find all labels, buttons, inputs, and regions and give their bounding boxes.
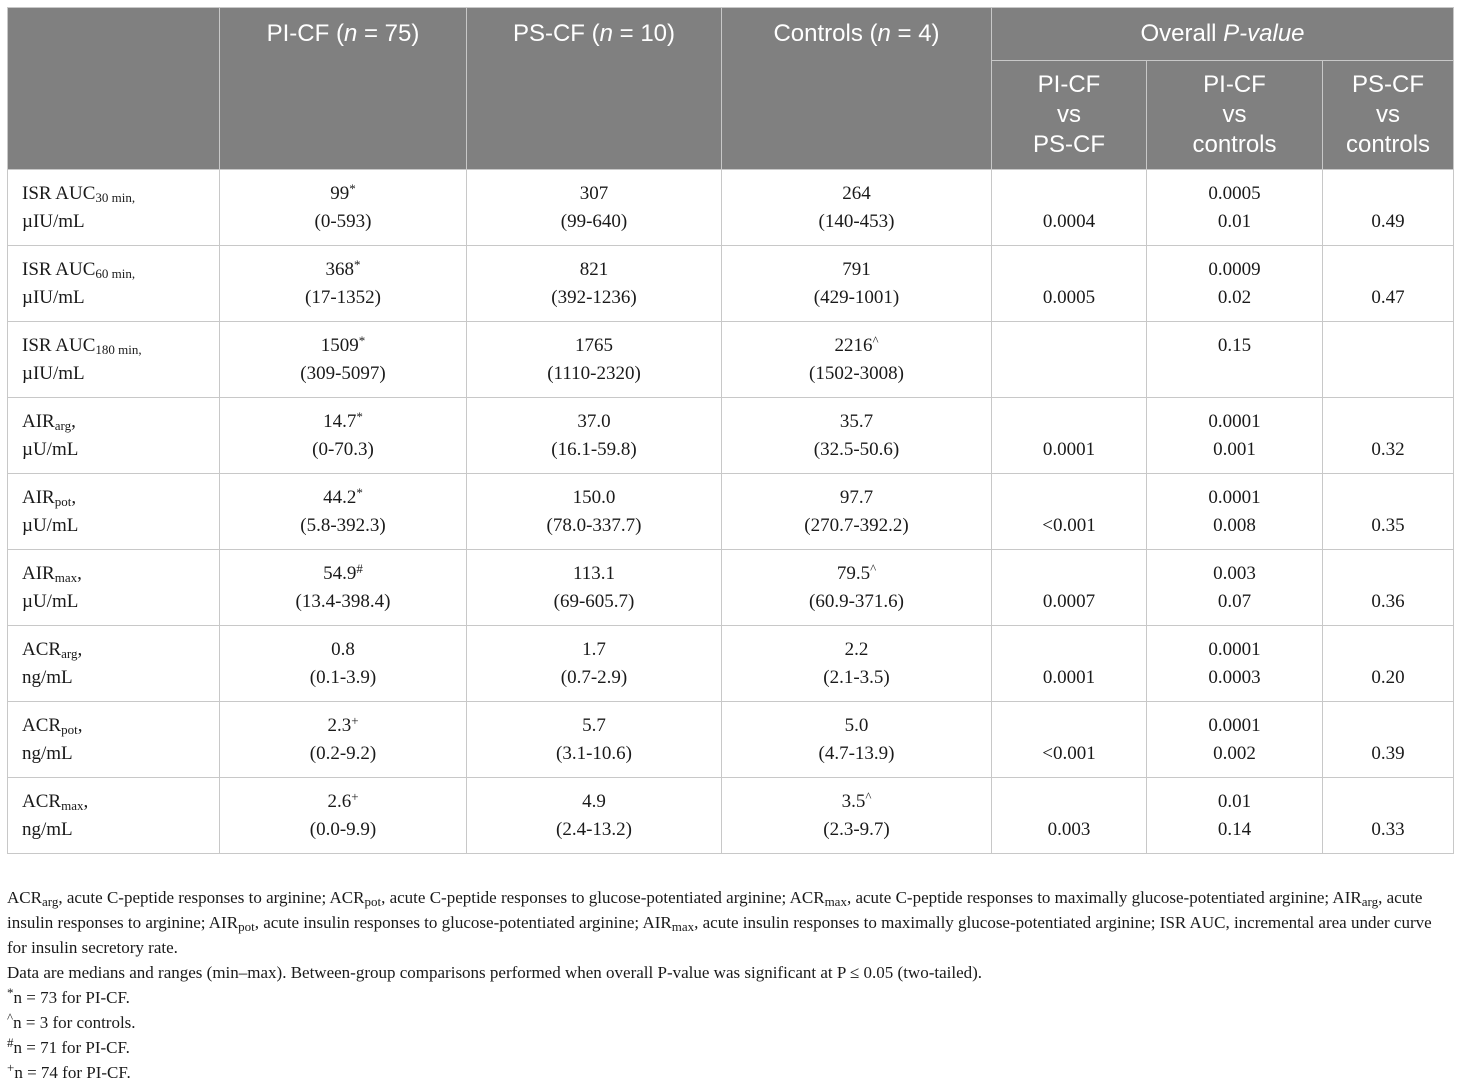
median-number: 99 [330, 182, 350, 204]
median-value [467, 560, 721, 588]
median-value [722, 180, 991, 208]
ps-cf-value-cell [467, 322, 722, 398]
measure-unit: µIU/mL [22, 362, 85, 384]
header-overall-p-value: Overall P-value [992, 8, 1454, 61]
pi-cf-value-cell [220, 246, 467, 322]
measure-name [22, 712, 219, 740]
median-value [722, 788, 991, 816]
median-number: 0.8 [331, 638, 355, 660]
p-value: 0.001 [1213, 438, 1256, 460]
median-number: 307 [579, 182, 609, 204]
measure-subscript: pot [54, 493, 72, 509]
measure-label [8, 702, 220, 778]
median-number: 113.1 [572, 562, 616, 584]
p-value-pi-cf-vs-controls [1147, 322, 1323, 398]
measure-name [22, 180, 219, 208]
p-value: 0.0004 [1042, 210, 1096, 232]
p-value: 0.0009 [1208, 258, 1261, 280]
p-value-pi-cf-vs-ps-cf [992, 550, 1147, 626]
measure-name [22, 408, 219, 436]
header-controls: Controls (n = 4) [722, 8, 992, 170]
measure-base: AIR [22, 562, 55, 584]
footnote-marker: * [356, 484, 363, 500]
p-value [1147, 360, 1322, 388]
median-number: 54.9 [323, 562, 357, 584]
header-pi-cf-vs-ps-cf [992, 61, 1147, 170]
range-value: (3.1-10.6) [556, 742, 632, 764]
median-number: 2216 [834, 334, 873, 356]
footnote-list [7, 985, 1453, 1085]
p-value: 0.002 [1213, 742, 1256, 764]
range-value: (16.1-59.8) [551, 438, 637, 460]
measure-base: ISR AUC [22, 258, 96, 280]
measure-base: ACR [22, 638, 62, 660]
median-number: 35.7 [839, 410, 874, 432]
table-row [8, 474, 1454, 550]
controls-value-cell [722, 778, 992, 854]
controls-value-cell [722, 322, 992, 398]
p-value: 0.15 [1217, 334, 1252, 356]
median-number: 821 [579, 258, 609, 280]
measure-unit: µIU/mL [22, 286, 85, 308]
p-value: <0.001 [1042, 514, 1096, 536]
range-value: (69-605.7) [553, 590, 635, 612]
measure-label [8, 322, 220, 398]
median-value [220, 180, 466, 208]
median-value [467, 484, 721, 512]
abbr-subscript: max [671, 919, 695, 934]
median-value [467, 788, 721, 816]
footnote-marker: + [351, 712, 359, 728]
footnote-text: n = 3 for controls. [13, 1013, 136, 1032]
footnote-marker: + [351, 788, 359, 804]
pi-cf-value-cell [220, 550, 467, 626]
measure-label [8, 778, 220, 854]
median-number: 1509 [320, 334, 359, 356]
median-number: 791 [842, 258, 871, 280]
measure-label [8, 550, 220, 626]
measure-base: ISR AUC [22, 334, 96, 356]
median-value [467, 712, 721, 740]
p-value: 0.0001 [1042, 438, 1096, 460]
p-value-pi-cf-vs-ps-cf [992, 398, 1147, 474]
pi-cf-value-cell [220, 398, 467, 474]
ps-cf-value-cell [467, 246, 722, 322]
p-value-pi-cf-vs-ps-cf [992, 322, 1147, 398]
footnote-marker: ^ [7, 1010, 14, 1025]
median-value [722, 256, 991, 284]
pi-cf-value-cell [220, 702, 467, 778]
p-value-pi-cf-vs-controls [1147, 246, 1323, 322]
measure-tail: , [77, 638, 83, 660]
range-value: (0-593) [314, 210, 372, 232]
comparison-label-line: PS-CF [1352, 71, 1424, 98]
p-value: 0.0007 [1042, 590, 1096, 612]
table-row [8, 550, 1454, 626]
p-value-ps-cf-vs-controls [1323, 474, 1454, 550]
median-value [220, 560, 466, 588]
measure-tail: , [71, 486, 77, 508]
controls-value-cell [722, 398, 992, 474]
ps-cf-value-cell [467, 626, 722, 702]
median-value [220, 636, 466, 664]
measure-label [8, 170, 220, 246]
median-number: 5.7 [582, 714, 606, 736]
median-value [467, 408, 721, 436]
footnote-marker: * [349, 180, 356, 196]
measure-name [22, 788, 219, 816]
median-number: 14.7 [323, 410, 357, 432]
median-value [220, 484, 466, 512]
median-value [220, 712, 466, 740]
p-value-pi-cf-vs-controls [1147, 398, 1323, 474]
header-ps-cf: PS-CF (n = 10) [467, 8, 722, 170]
median-value [467, 180, 721, 208]
median-value [722, 560, 991, 588]
p-value: 0.008 [1213, 514, 1256, 536]
median-number: 368 [325, 258, 354, 280]
p-value: 0.0003 [1208, 666, 1261, 688]
table-row [8, 170, 1454, 246]
range-value: (2.4-13.2) [556, 818, 632, 840]
median-value [467, 636, 721, 664]
median-value [722, 408, 991, 436]
range-value: (60.9-371.6) [809, 590, 904, 612]
median-value [220, 788, 466, 816]
range-value: (0.2-9.2) [309, 742, 377, 764]
range-value: (2.3-9.7) [823, 818, 890, 840]
abbr-subscript: max [824, 894, 847, 909]
footnote-marker: + [7, 1060, 15, 1075]
measure-base: AIR [22, 486, 55, 508]
range-value: (0-70.3) [312, 438, 374, 460]
results-table [7, 7, 1454, 854]
median-value [722, 484, 991, 512]
pi-cf-value-cell [220, 626, 467, 702]
table-footnotes [7, 885, 1453, 1085]
comparison-label-line: vs [1222, 101, 1247, 128]
measure-label [8, 474, 220, 550]
measure-tail: , [77, 562, 82, 584]
footnote-marker: * [358, 332, 366, 348]
range-value: (140-453) [818, 210, 895, 232]
p-value-pi-cf-vs-ps-cf [992, 702, 1147, 778]
measure-subscript: max [61, 797, 84, 813]
range-value: (99-640) [560, 210, 628, 232]
pi-cf-value-cell [220, 778, 467, 854]
p-value-pi-cf-vs-controls [1147, 550, 1323, 626]
range-value: (78.0-337.7) [546, 514, 642, 536]
p-value: 0.32 [1371, 438, 1405, 460]
p-value-pi-cf-vs-controls [1147, 170, 1323, 246]
range-value: (4.7-13.9) [818, 742, 895, 764]
median-number: 4.9 [582, 790, 606, 812]
ps-cf-value-cell [467, 550, 722, 626]
abbr-text: ACR [7, 888, 42, 907]
footnote-marker: # [7, 1035, 14, 1050]
p-value: 0.33 [1371, 818, 1405, 840]
range-value: (17-1352) [305, 286, 381, 308]
median-number: 3.5 [841, 790, 866, 812]
controls-value-cell [722, 474, 992, 550]
p-value-ps-cf-vs-controls [1323, 170, 1454, 246]
ps-cf-value-cell [467, 170, 722, 246]
measure-base: AIR [22, 410, 55, 432]
measure-unit: ng/mL [22, 666, 73, 688]
abbr-subscript: arg [1361, 894, 1379, 909]
p-value: 0.49 [1371, 210, 1405, 232]
footnote-text: n = 73 for PI-CF. [13, 988, 130, 1007]
footnote-text: n = 74 for PI-CF. [14, 1063, 131, 1082]
range-value: (429-1001) [813, 286, 900, 308]
ps-cf-value-cell [467, 702, 722, 778]
footnote-marker: # [356, 560, 363, 576]
median-number: 2.6 [327, 790, 352, 812]
footnote-marker: ^ [872, 332, 879, 348]
range-value: (1502-3008) [809, 362, 904, 384]
comparison-label-line: PS-CF [1033, 131, 1105, 158]
p-value-pi-cf-vs-controls [1147, 474, 1323, 550]
header-pi-cf-vs-controls [1147, 61, 1323, 170]
p-value: 0.0001 [1208, 714, 1261, 736]
measure-label [8, 626, 220, 702]
abbr-subscript: pot [364, 894, 382, 909]
range-value: (0.1-3.9) [309, 666, 377, 688]
p-value: 0.02 [1217, 286, 1252, 308]
data-note: Data are medians and ranges (min–max). Between-group comparisons performed when overall P-value was significant at P ≤ 0.05 (two-tailed). [7, 963, 983, 982]
controls-value-cell [722, 550, 992, 626]
median-value [220, 256, 466, 284]
range-value: (392-1236) [551, 286, 637, 308]
median-value [722, 332, 991, 360]
measure-unit: µU/mL [22, 514, 79, 536]
comparison-label-line: PI-CF [1037, 71, 1101, 98]
median-number: 97.7 [839, 486, 874, 508]
comparison-label-line: vs [1376, 101, 1400, 128]
median-number: 264 [842, 182, 871, 204]
p-value: 0.14 [1217, 818, 1252, 840]
measure-base: ACR [22, 714, 62, 736]
p-value: 0.07 [1217, 590, 1252, 612]
measure-unit: ng/mL [22, 818, 73, 840]
p-value-ps-cf-vs-controls [1323, 398, 1454, 474]
comparison-label-line: vs [1057, 101, 1081, 128]
median-number: 44.2 [323, 486, 357, 508]
table-row [8, 626, 1454, 702]
footnote [7, 1010, 1453, 1035]
measure-unit: ng/mL [22, 742, 73, 764]
p-value-pi-cf-vs-ps-cf [992, 626, 1147, 702]
p-value-pi-cf-vs-ps-cf [992, 474, 1147, 550]
abbreviations-note [7, 885, 1453, 960]
p-value-ps-cf-vs-controls [1323, 322, 1454, 398]
p-value: 0.35 [1371, 514, 1405, 536]
abbr-subscript: arg [41, 894, 59, 909]
p-value-pi-cf-vs-ps-cf [992, 246, 1147, 322]
median-number: 37.0 [577, 410, 611, 432]
controls-value-cell [722, 702, 992, 778]
ps-cf-value-cell [467, 778, 722, 854]
table-row [8, 778, 1454, 854]
table-body [8, 170, 1454, 854]
median-value [467, 256, 721, 284]
p-value-pi-cf-vs-controls [1147, 626, 1323, 702]
median-value [220, 332, 466, 360]
median-number: 5.0 [844, 714, 869, 736]
pi-cf-value-cell [220, 170, 467, 246]
measure-name [22, 636, 219, 664]
measure-label [8, 398, 220, 474]
measure-name [22, 332, 219, 360]
footnote-marker: * [354, 256, 361, 272]
table-row [8, 246, 1454, 322]
abbr-text: , acute insulin responses to arginine; AIR [7, 888, 1423, 932]
measure-base: ACR [22, 790, 62, 812]
measure-subscript: arg [54, 417, 72, 433]
range-value: (32.5-50.6) [813, 438, 900, 460]
range-value: (309-5097) [300, 362, 386, 384]
footnote-marker: ^ [865, 788, 872, 804]
p-value: 0.20 [1371, 666, 1405, 688]
measure-name [22, 560, 219, 588]
footnote [7, 985, 1453, 1010]
measure-name [22, 256, 219, 284]
measure-base: ISR AUC [22, 182, 96, 204]
measure-subscript: 60 min, [95, 265, 136, 281]
range-value: (1110-2320) [547, 362, 641, 384]
pi-cf-value-cell [220, 474, 467, 550]
range-value: (2.1-3.5) [823, 666, 890, 688]
controls-value-cell [722, 170, 992, 246]
p-value-ps-cf-vs-controls [1323, 778, 1454, 854]
p-value: 0.0005 [1208, 182, 1261, 204]
measure-tail: , [71, 410, 76, 432]
measure-subscript: pot [61, 721, 78, 737]
measure-label [8, 246, 220, 322]
table-header [8, 8, 1454, 170]
abbr-text: , acute insulin responses to maximally glucose-potentiated arginine; ISR AUC, incremental area under curve for insulin secretory rate. [7, 913, 1432, 957]
measure-unit: µU/mL [22, 438, 79, 460]
measure-unit: µU/mL [22, 590, 79, 612]
median-value [722, 712, 991, 740]
footnote-marker: * [7, 985, 14, 1000]
p-value: 0.003 [1213, 562, 1256, 584]
p-value: <0.001 [1042, 742, 1096, 764]
p-value-pi-cf-vs-ps-cf [992, 170, 1147, 246]
measure-unit: µIU/mL [22, 210, 85, 232]
footnote [7, 1035, 1453, 1060]
controls-value-cell [722, 626, 992, 702]
abbr-text: , acute insulin responses to glucose-potentiated arginine; AIR [254, 913, 672, 932]
comparison-label-line: controls [1192, 131, 1277, 158]
p-value: 0.47 [1371, 286, 1405, 308]
p-value-ps-cf-vs-controls [1323, 550, 1454, 626]
range-value: (0.0-9.9) [309, 818, 377, 840]
measure-name [22, 484, 219, 512]
p-value: 0.003 [1047, 818, 1091, 840]
range-value: (0.7-2.9) [560, 666, 628, 688]
comparison-label-line: PI-CF [1203, 71, 1266, 98]
measure-subscript: arg [61, 645, 78, 661]
p-value-ps-cf-vs-controls [1323, 702, 1454, 778]
range-value: (5.8-392.3) [300, 514, 386, 536]
measure-tail: , [77, 714, 83, 736]
measure-subscript: max [54, 569, 78, 585]
p-value-pi-cf-vs-controls [1147, 778, 1323, 854]
p-value-pi-cf-vs-ps-cf [992, 778, 1147, 854]
footnote-marker: ^ [870, 560, 877, 576]
p-value: 0.39 [1371, 742, 1405, 764]
abbr-text: , acute C-peptide responses to glucose-potentiated arginine; ACR [381, 888, 825, 907]
p-value-ps-cf-vs-controls [1323, 246, 1454, 322]
p-value: 0.0001 [1208, 638, 1261, 660]
range-value: (13.4-398.4) [295, 590, 391, 612]
measure-tail: , [83, 790, 89, 812]
p-value: 0.01 [1217, 790, 1252, 812]
table-row [8, 702, 1454, 778]
median-number: 79.5 [836, 562, 871, 584]
header-pi-cf: PI-CF (n = 75) [220, 8, 467, 170]
abbr-text: , acute C-peptide responses to arginine; ACR [58, 888, 365, 907]
measure-subscript: 30 min, [95, 189, 136, 205]
median-number: 2.2 [844, 638, 869, 660]
footnote [7, 1060, 1453, 1085]
p-value: 0.0005 [1042, 286, 1096, 308]
p-value-ps-cf-vs-controls [1323, 626, 1454, 702]
median-number: 2.3 [327, 714, 352, 736]
p-value: 0.01 [1217, 210, 1252, 232]
controls-value-cell [722, 246, 992, 322]
measure-subscript: 180 min, [95, 341, 142, 357]
p-value: 0.0001 [1208, 486, 1261, 508]
table-row [8, 398, 1454, 474]
p-value: 0.0001 [1042, 666, 1096, 688]
p-value-pi-cf-vs-controls [1147, 702, 1323, 778]
median-number: 150.0 [572, 486, 616, 508]
header-blank-cell [8, 8, 220, 170]
median-value [220, 408, 466, 436]
comparison-label-line: controls [1345, 131, 1431, 158]
range-value: (270.7-392.2) [804, 514, 909, 536]
p-value: 0.0001 [1208, 410, 1261, 432]
ps-cf-value-cell [467, 474, 722, 550]
median-number: 1.7 [582, 638, 606, 660]
median-value [467, 332, 721, 360]
abbr-subscript: pot [238, 919, 255, 934]
median-value [722, 636, 991, 664]
footnote-text: n = 71 for PI-CF. [13, 1038, 130, 1057]
ps-cf-value-cell [467, 398, 722, 474]
median-number: 1765 [575, 334, 613, 356]
pi-cf-value-cell [220, 322, 467, 398]
header-ps-cf-vs-controls [1323, 61, 1454, 170]
table-row [8, 322, 1454, 398]
p-value: 0.36 [1371, 590, 1405, 612]
abbr-text: , acute C-peptide responses to maximally glucose-potentiated arginine; AIR [846, 888, 1362, 907]
footnote-marker: * [356, 408, 363, 424]
